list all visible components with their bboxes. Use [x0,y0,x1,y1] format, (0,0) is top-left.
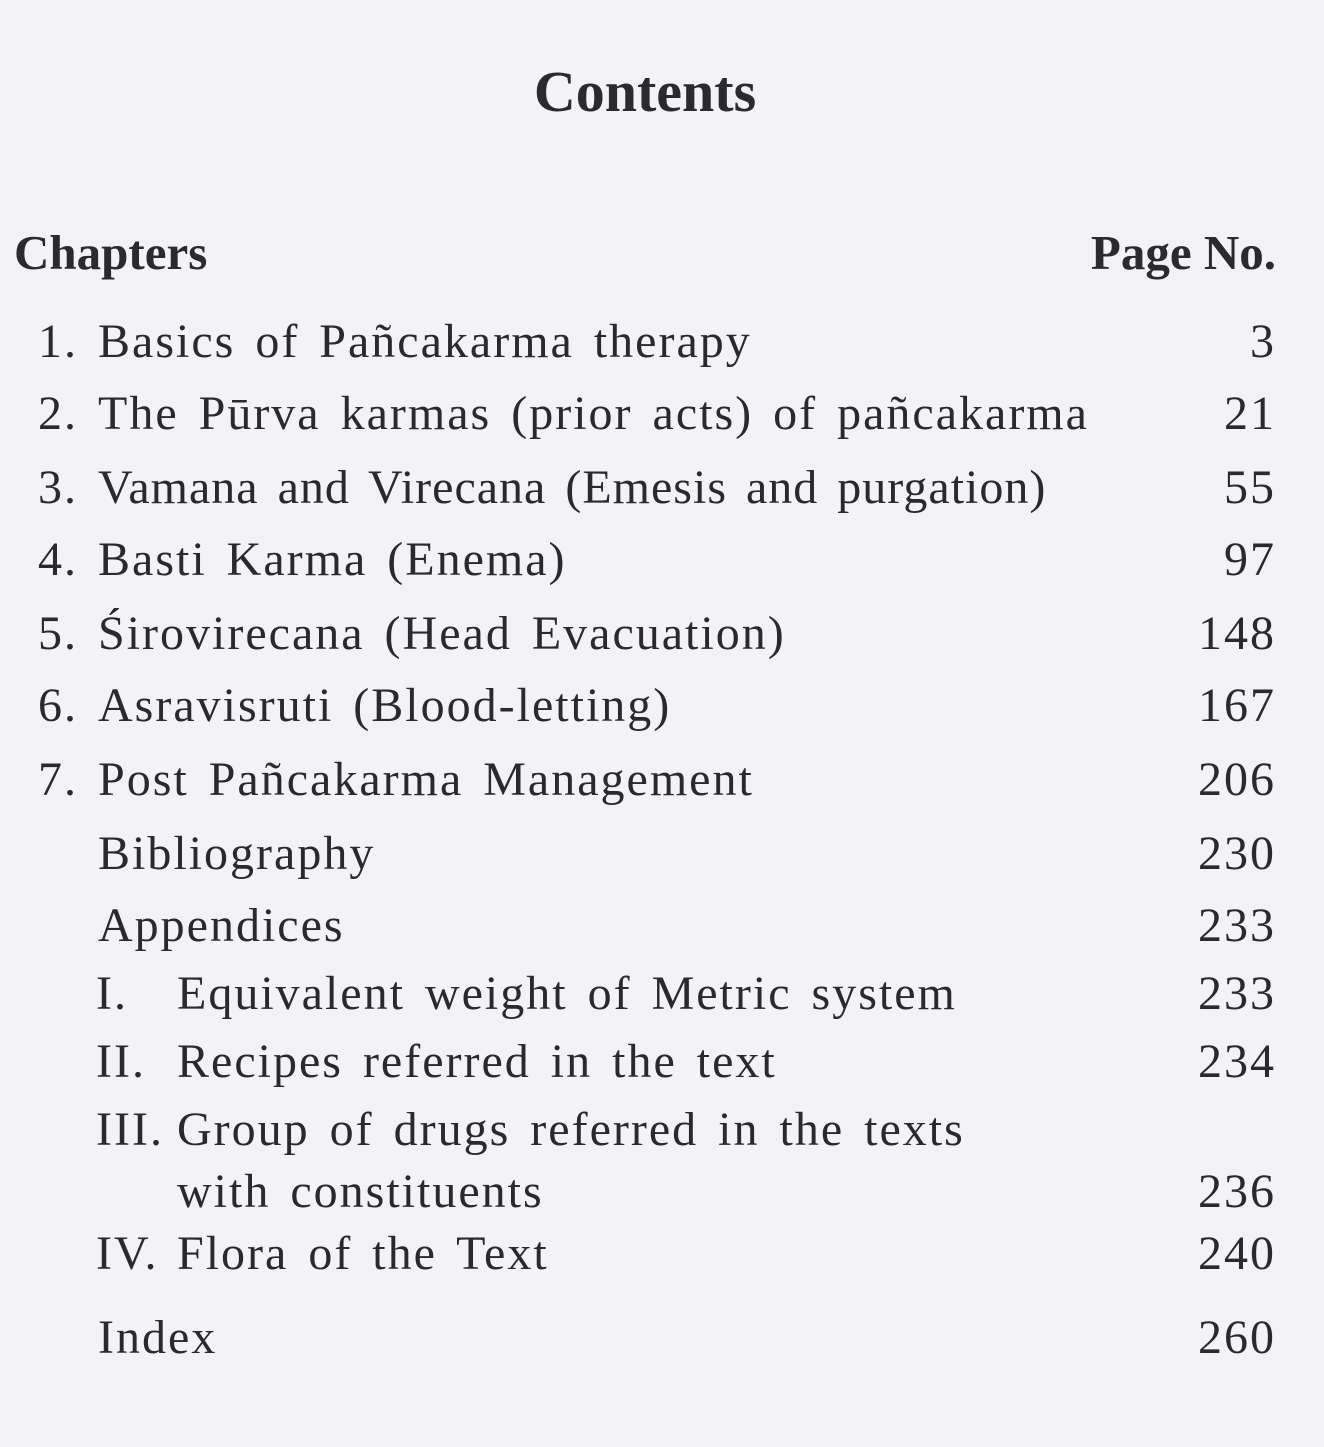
entry-page: 167 [1198,679,1276,732]
toc-entry [0,460,1324,516]
appendix-entry [0,1226,1324,1282]
entry-title: Basics of Pañcakarma therapy [98,315,752,368]
entry-page: 233 [1198,899,1276,952]
entry-number: 7. [38,753,78,806]
entry-page: 230 [1198,827,1276,880]
entry-title: Post Pañcakarma Management [98,753,754,806]
appendix-entry [0,966,1324,1022]
entry-title: Śirovirecana (Head Evacuation) [98,607,786,660]
entry-page: 21 [1224,387,1276,440]
appendix-page: 236 [1198,1165,1276,1218]
toc-entry [0,606,1324,662]
entry-title: Bibliography [98,827,376,880]
appendix-number: IV. [96,1227,159,1280]
entry-number: 1. [38,315,78,368]
appendix-title-continued: with constituents [177,1165,544,1218]
entry-title: Asravisruti (Blood-letting) [98,679,672,732]
chapters-heading: Chapters [14,225,208,280]
appendix-page: 234 [1198,1035,1276,1088]
appendix-title: Recipes referred in the text [177,1035,777,1088]
entry-number: 5. [38,607,78,660]
page-title: Contents [533,59,757,124]
entry-title: Appendices [98,899,345,952]
appendix-number: III. [96,1103,164,1156]
toc-entry-appendices [0,898,1324,954]
entry-number: 3. [38,461,78,514]
appendix-page: 240 [1198,1227,1276,1280]
appendix-entry-continuation [0,1164,1324,1220]
entry-number: 6. [38,679,78,732]
appendix-number: II. [96,1035,146,1088]
entry-page: 206 [1198,753,1276,806]
appendix-title: Flora of the Text [177,1227,549,1280]
appendix-title: Group of drugs referred in the texts [177,1103,965,1156]
toc-entry [0,386,1324,442]
entry-page: 55 [1224,461,1276,514]
appendix-entry [0,1034,1324,1090]
toc-entry [0,752,1324,808]
entry-page: 3 [1250,315,1276,368]
entry-title: Vamana and Virecana (Emesis and purgation) [98,461,1047,514]
toc-entry [0,532,1324,588]
appendix-title: Equivalent weight of Metric system [177,967,957,1020]
toc-entry-bibliography [0,826,1324,882]
entry-page: 260 [1198,1311,1276,1364]
toc-entry [0,314,1324,370]
appendix-number: I. [96,967,128,1020]
entry-number: 4. [38,533,78,586]
appendix-page: 233 [1198,967,1276,1020]
entry-page: 148 [1198,607,1276,660]
entry-title: The Pūrva karmas (prior acts) of pañcakarma [98,387,1089,440]
page-no-heading: Page No. [1090,225,1276,280]
entry-number: 2. [38,387,78,440]
entry-page: 97 [1224,533,1276,586]
appendix-entry [0,1102,1324,1158]
toc-entry-index [0,1310,1324,1366]
toc-entry [0,678,1324,734]
entry-title: Index [98,1311,218,1364]
entry-title: Basti Karma (Enema) [98,533,567,586]
